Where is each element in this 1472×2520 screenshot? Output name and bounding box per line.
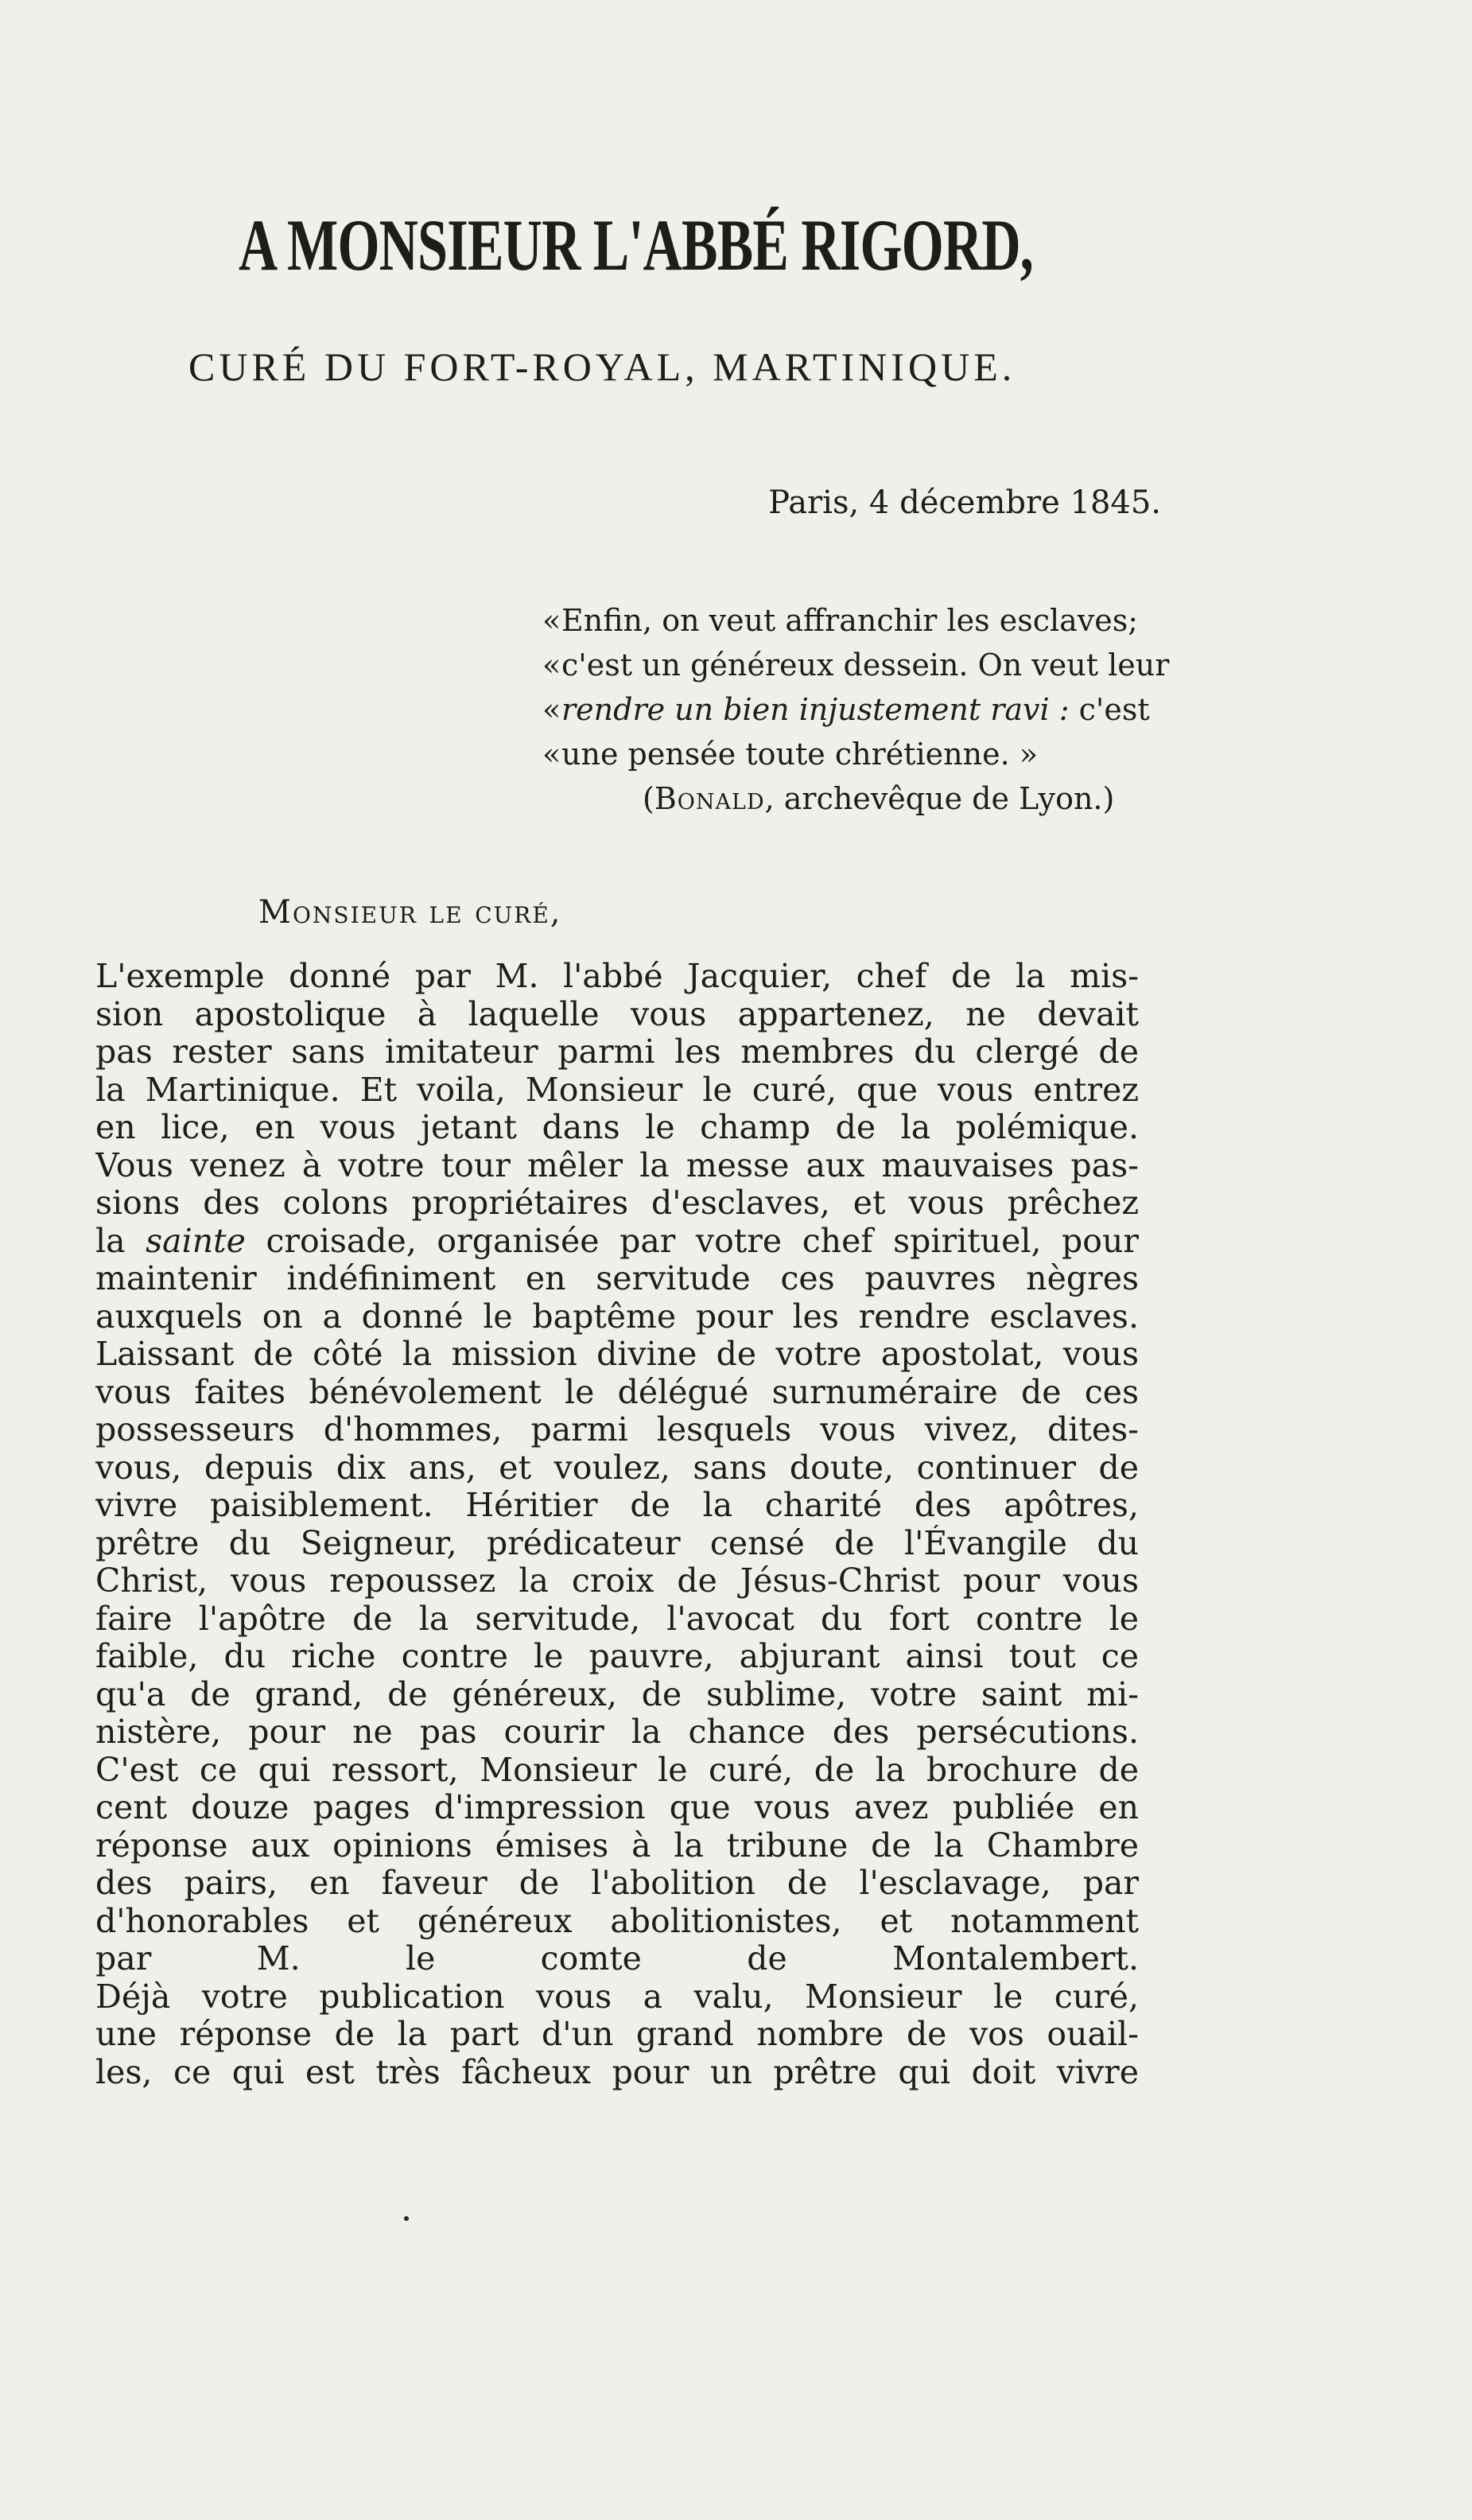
- body-line: [95, 1676, 1139, 1714]
- body-italic-text: sainte: [146, 1222, 246, 1260]
- body-line: [95, 2054, 1139, 2092]
- body-text: L'exemple donné par M. l'abbé Jacquier, chef de la mis-: [95, 958, 1139, 995]
- body-text: en lice, en vous jetant dans le champ de la polémique.: [95, 1109, 1139, 1146]
- epigraph-text: c'est un généreux dessein. On veut leur: [561, 648, 1170, 682]
- body-text: une réponse de la part d'un grand nombre de vos ouail-: [95, 2016, 1139, 2053]
- body-line: [95, 1789, 1139, 1827]
- epigraph-line: [542, 687, 1150, 732]
- body-line: [95, 1978, 1139, 2016]
- dateline: Paris, 4 décembre 1845.: [768, 484, 1161, 521]
- epigraph-line: [542, 598, 1147, 643]
- body-line: [95, 1336, 1139, 1374]
- body-text: des pairs, en faveur de l'abolition de l'esclavage, par: [95, 1865, 1139, 1902]
- epigraph-text: c'est: [1069, 692, 1150, 727]
- body-text: vous faites bénévolement le délégué surnuméraire de ces: [95, 1373, 1139, 1411]
- body-line: [95, 1903, 1139, 1941]
- page-mark: [404, 2216, 409, 2221]
- epigraph-italic-text: rendre un bien injustement ravi :: [561, 692, 1070, 727]
- body-text: pas rester sans imitateur parmi les membres du clergé de: [95, 1033, 1139, 1071]
- body-line: [95, 1940, 1139, 1978]
- body-text: auxquels on a donné le baptême pour les rendre esclaves.: [95, 1297, 1139, 1336]
- body-line: [95, 1374, 1139, 1412]
- body-line: [95, 1827, 1139, 1865]
- attribution-name: Bonald: [654, 781, 765, 816]
- body-text: faible, du riche contre le pauvre, abjurant ainsi tout ce: [95, 1638, 1139, 1675]
- body-text: les, ce qui est très fâcheux pour un prêtre qui doit vivre: [95, 2053, 1139, 2091]
- epigraph: [542, 598, 1170, 821]
- body-text: sion apostolique à laquelle vous appartenez, ne devait: [95, 995, 1139, 1033]
- body-line: [95, 1223, 1139, 1261]
- body-line: [95, 1865, 1139, 1903]
- body-text: faire l'apôtre de la servitude, l'avocat du fort contre le: [95, 1600, 1139, 1638]
- body-text: cent douze pages d'impression que vous avez publiée en: [95, 1789, 1139, 1826]
- epigraph-text: Enfin, on veut affranchir les esclaves;: [561, 603, 1139, 638]
- body-line: [95, 958, 1139, 996]
- body-text: prêtre du Seigneur, prédicateur censé de l'Évangile du: [95, 1524, 1139, 1562]
- body-line: [95, 1260, 1139, 1298]
- body-text: possesseurs d'hommes, parmi lesquels vous vivez, dites-: [95, 1411, 1139, 1449]
- body-text: C'est ce qui ressort, Monsieur le curé, de la brochure de: [95, 1751, 1139, 1789]
- body-text: vous, depuis dix ans, et voulez, sans doute, continuer de: [95, 1449, 1139, 1487]
- body-text: réponse aux opinions émises à la tribune de la Chambre: [95, 1826, 1139, 1865]
- body-text: par M. le comte de Montalembert.: [95, 1940, 1139, 1978]
- letter-subtitle: CURÉ DU FORT-ROYAL, MARTINIQUE.: [188, 344, 1016, 389]
- body-text: Christ, vous repoussez la croix de Jésus-Christ pour vous: [95, 1562, 1139, 1600]
- body-text: maintenir indéfiniment en servitude ces pauvres nègres: [95, 1260, 1139, 1297]
- quote-mark: «: [542, 692, 561, 727]
- body-line: [95, 1411, 1139, 1449]
- body-text: la: [95, 1222, 146, 1260]
- body-line: [95, 1525, 1139, 1563]
- body-line: [95, 1562, 1139, 1600]
- quote-mark: «: [542, 737, 561, 772]
- body-text: qu'a de grand, de généreux, de sublime, votre saint mi-: [95, 1675, 1139, 1713]
- body-text: Laissant de côté la mission divine de votre apostolat, vous: [95, 1336, 1139, 1373]
- body-line: [95, 1109, 1139, 1147]
- epigraph-text: une pensée toute chrétienne. »: [561, 737, 1038, 772]
- body-line: [95, 996, 1139, 1034]
- body-line: [95, 1752, 1139, 1790]
- body-text: d'honorables et généreux abolitionistes, et notamment: [95, 1902, 1139, 1940]
- body-line: [95, 2016, 1139, 2054]
- epigraph-attribution: (Bonald, archevêque de Lyon.): [643, 781, 1115, 816]
- body-text: Déjà votre publication vous a valu, Monsieur le curé,: [95, 1978, 1139, 2016]
- letter-body: [95, 958, 1139, 2091]
- body-text: sions des colons propriétaires d'esclaves, et vous prêchez: [95, 1184, 1139, 1222]
- epigraph-line: [542, 732, 1147, 776]
- body-line: [95, 1298, 1139, 1336]
- body-text: nistère, pour ne pas courir la chance des persécutions.: [95, 1713, 1139, 1751]
- body-line: [95, 1600, 1139, 1639]
- quote-mark: «: [542, 603, 561, 638]
- body-text: croisade, organisée par votre chef spirituel, pour: [245, 1222, 1139, 1260]
- body-text: Vous venez à votre tour mêler la messe aux mauvaises pas-: [95, 1146, 1139, 1184]
- body-line: [95, 1147, 1139, 1185]
- body-line: [95, 1033, 1139, 1071]
- epigraph-line: [542, 643, 1170, 687]
- body-line: [95, 1184, 1139, 1223]
- body-line: [95, 1713, 1139, 1752]
- quote-mark: «: [542, 648, 561, 682]
- body-text: vivre paisiblement. Héritier de la charité des apôtres,: [95, 1487, 1139, 1524]
- letter-title: A MONSIEUR L'ABBÉ RIGORD,: [239, 204, 1034, 286]
- salutation: Monsieur le curé,: [258, 894, 562, 931]
- body-text: la Martinique. Et voila, Monsieur le curé, que vous entrez: [95, 1071, 1139, 1109]
- attribution-rest: , archevêque de Lyon.: [764, 781, 1103, 816]
- body-line: [95, 1071, 1139, 1110]
- body-line: [95, 1449, 1139, 1488]
- body-line: [95, 1487, 1139, 1525]
- body-line: [95, 1638, 1139, 1676]
